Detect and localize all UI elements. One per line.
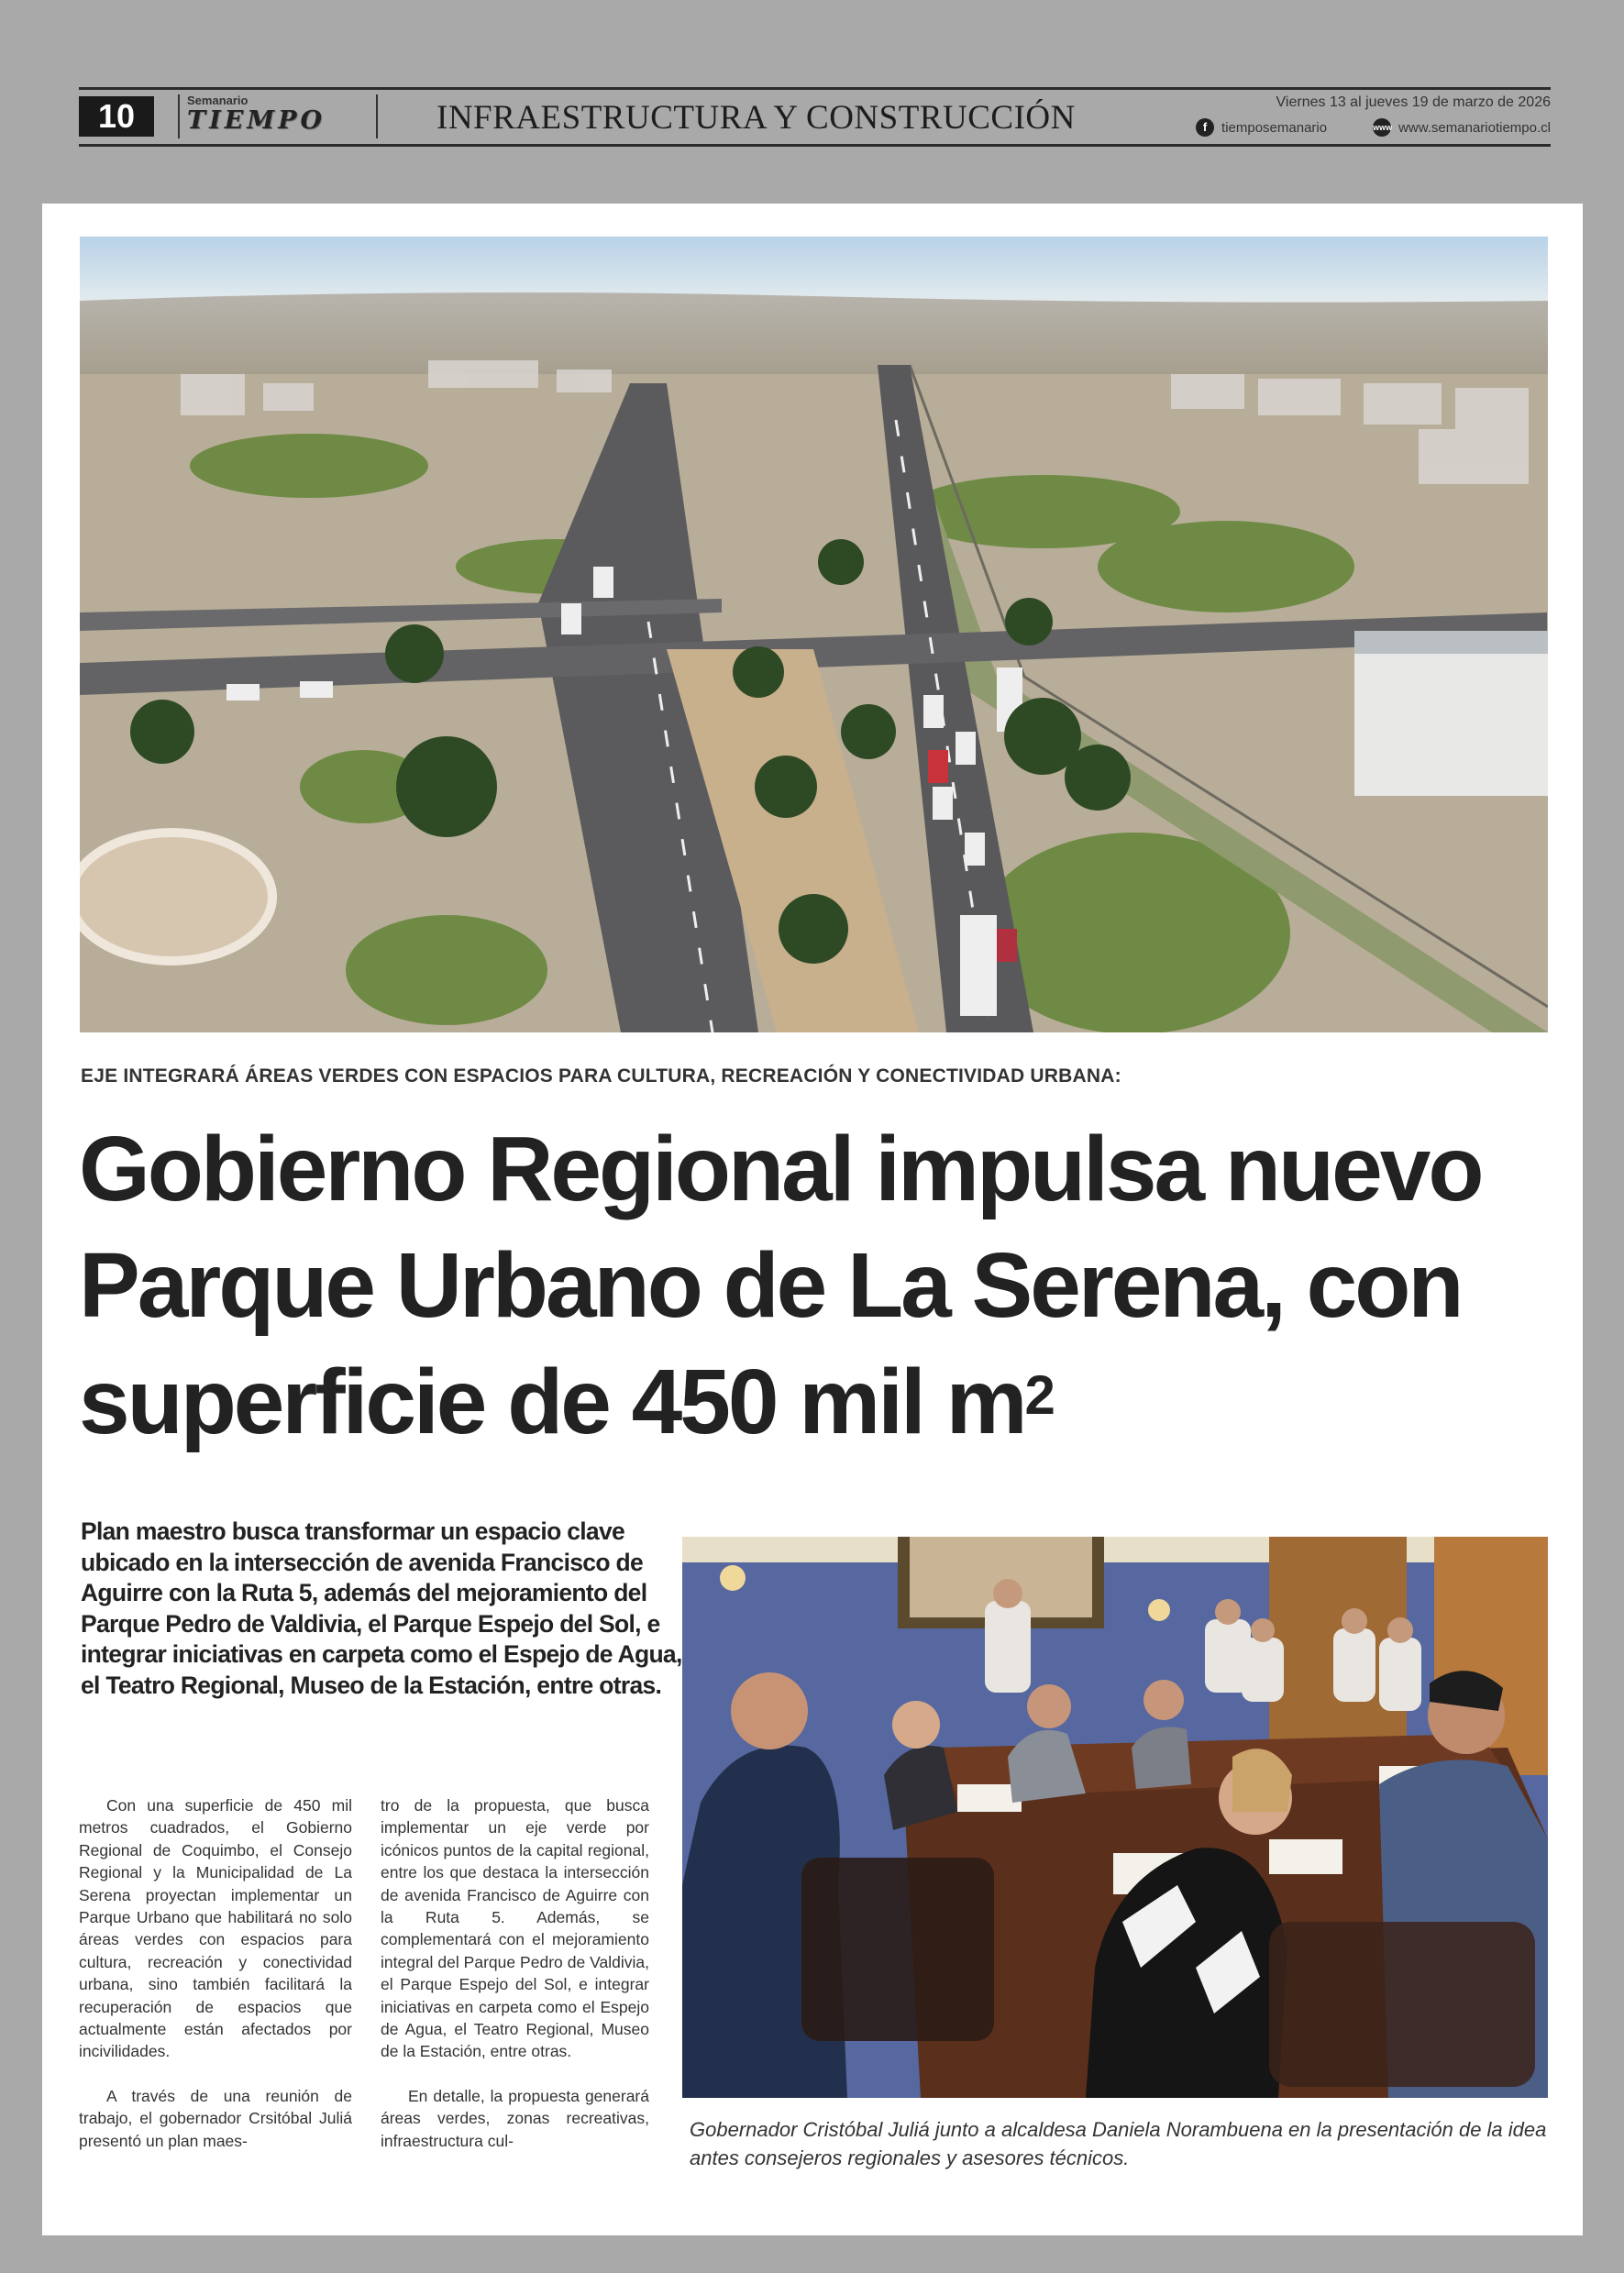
article-lead: Plan maestro busca transformar un espacio clave ubicado en la intersección de avenida Francisco de Aguirre con la Ruta 5, además del mejoramiento del Parque Pedro de Valdivia, el Parque Espejo del Sol, e integrar iniciativas en carpeta como el Espejo de Agua, el Teatro Regional, Museo de la Estación, entre otras. [81,1517,682,1699]
headline-superscript: 2 [1024,1364,1053,1426]
headline-line-3 [79,1344,1564,1461]
masthead-small-label: Semanario [187,94,249,107]
body-paragraph: tro de la propuesta, que busca implementar un eje verde por icónicos puntos de la capital regional, entre los que destaca la intersección de avenida Francisco de Aguirre con la Ruta 5. Además, se complementará con el mejoramiento integral del Parque Pedro de Valdivia, el Parque Espejo del Sol, e integrar iniciativas en carpeta como el Espejo de Agua, el Teatro Regional, Museo de la Estación, entre otras. [381,1796,649,2061]
headline-line-1: Gobierno Regional impulsa nuevo [79,1118,1482,1220]
issue-date: Viernes 13 al jueves 19 de marzo de 2026 [1276,94,1551,110]
facebook-handle: tiemposemanario [1221,119,1328,136]
body-column-2 [381,1794,649,2152]
facebook-icon: f [1196,118,1214,137]
masthead-logo [178,94,378,138]
header-bottom-rule [79,144,1551,147]
headline-line-3-text: superficie de 450 mil m [79,1351,1025,1453]
website-link: www.semanariotiempo.cl [1398,119,1551,136]
aerial-photo [80,237,1548,1032]
social-links [1196,118,1551,137]
meeting-photo [682,1537,1548,2098]
body-paragraph: A través de una reunión de trabajo, el gobernador Crsitóbal Juliá presentó un plan maes- [79,2086,352,2150]
header-top-rule [79,87,1551,90]
web-icon: www [1373,118,1391,137]
newspaper-page [42,204,1583,2235]
headline-line-2: Parque Urbano de La Serena, con [79,1234,1462,1337]
page-header [79,87,1551,148]
page-number: 10 [79,96,154,137]
masthead-name: TIEMPO [187,106,326,135]
body-paragraph: Con una superficie de 450 mil metros cuadrados, el Gobierno Regional de Coquimbo, el Consejo Regional y la Municipalidad de La Serena proyectan implementar un Parque Urbano que habilitará no solo áreas verdes con espacios para cultura, recreación y conectividad urbana, sino también facilitará la recuperación de espacios que actualmente están afectados por incivilidades. [79,1796,352,2061]
photo-caption: Gobernador Cristóbal Juliá junto a alcaldesa Daniela Norambuena en la presentación de la idea antes consejeros regionales y asesores técnicos. [690,2118,1547,2169]
article-headline [79,1111,1564,1461]
body-column-1 [79,1794,352,2152]
section-title: INFRAESTRUCTURA Y CONSTRUCCIÓN [436,99,1076,137]
body-paragraph: En detalle, la propuesta generará áreas verdes, zonas recreativas, infraestructura cul- [381,2086,649,2150]
article-kicker: EJE INTEGRARÁ ÁREAS VERDES CON ESPACIOS PARA CULTURA, RECREACIÓN Y CONECTIVIDAD URBANA: [81,1065,1121,1087]
